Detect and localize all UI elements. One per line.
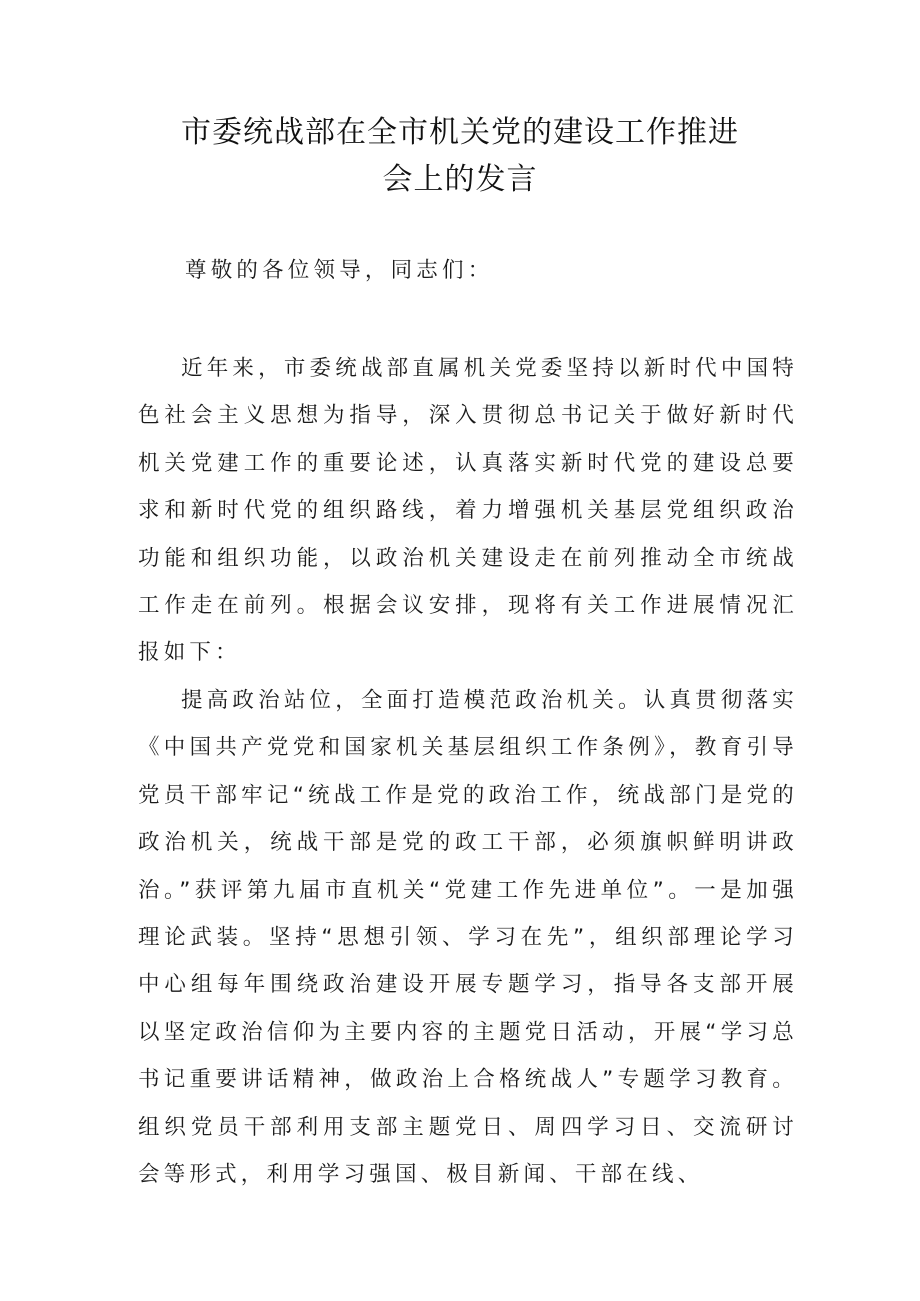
document-title-line-1: 市委统战部在全市机关党的建设工作推进 — [181, 115, 739, 150]
paragraph-political-standing: 提高政治站位，全面打造模范政治机关。认真贯彻落实《中国共产党党和国家机关基层组织工作条例》，教育引导党员干部牢记“统战工作是党的政治工作，统战部门是党的政治机关，统战干部是党的政工干部，必须旗帜鲜明讲政治。”获评第九届市直机关“党建工作先进单位”。一是加强理论武装。坚持“思想引领、学习在先”，组织部理论学习中心组每年围绕政治建设开展专题学习，指导各支部开展以坚定政治信仰为主要内容的主题党日活动，开展“学习总书记重要讲话精神，做政治上合格统战人”专题学习教育。组织党员干部利用支部主题党日、周四学习日、交流研讨会等形式，利用学习强国、极目新闻、干部在线、 — [138, 688, 798, 1188]
document-title-line-2: 会上的发言 — [382, 162, 538, 197]
salutation: 尊敬的各位领导，同志们： — [185, 258, 494, 283]
paragraph-intro: 近年来，市委统战部直属机关党委坚持以新时代中国特色社会主义思想为指导，深入贯彻总书记关于做好新时代机关党建工作的重要论述，认真落实新时代党的建设总要求和新时代党的组织路线，着力增强机关基层党组织政治功能和组织功能，以政治机关建设走在前列推动全市统战工作走在前列。根据会议安排，现将有关工作进展情况汇报如下： — [138, 356, 798, 666]
